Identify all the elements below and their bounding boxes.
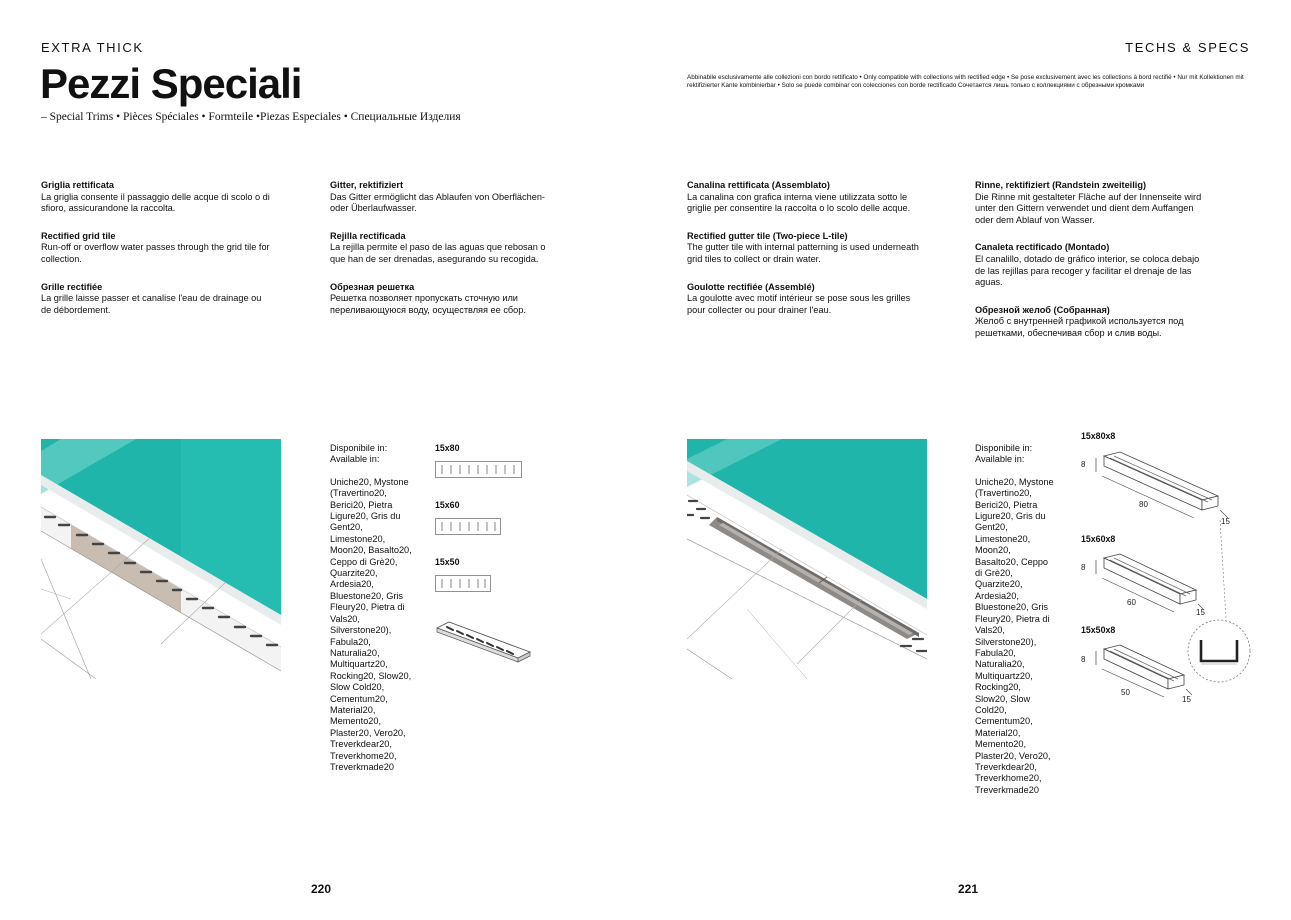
desc-fr: Grille rectifiée La grille laisse passer et canalise l'eau de drainage ou de débordement. (41, 281, 262, 315)
page-number-right: 221 (958, 882, 979, 896)
desc-es: Canaleta rectificado (Montado) El canalillo, dotado de gráfico interior, se coloca debajo de las rejillas para recoger y facilitar el drenaje de las aguas. (975, 242, 1200, 288)
desc-it: Griglia rettificata La griglia consente il passaggio delle acque di scolo o di sfioro, assicurandone la raccolta. (41, 180, 270, 214)
gutter-description-col1 (687, 180, 919, 332)
desc-en: Rectified grid tile Run-off or overflow water passes through the grid tile for collection. (41, 230, 270, 264)
gutter-60-isometric-icon (1092, 550, 1208, 614)
gutter-height-dim: 8 (1081, 460, 1086, 469)
desc-de: Rinne, rektifiziert (Randstein zweiteilig) Die Rinne mit gestalteter Fläche auf der Innenseite wird unter den Gittern verwendet und dient dem Auffangen oder dem Ablauf von Wasser. (975, 180, 1202, 225)
gutter-width-dim: 15 (1196, 608, 1205, 617)
right-kicker: TECHS & SPECS (1125, 40, 1250, 55)
available-label-it: Disponibile in: (975, 443, 1033, 453)
gutter-description-col2 (975, 180, 1207, 356)
desc-de: Gitter, rektifiziert Das Gitter ermöglicht das Ablaufen von Oberflächen- oder Überlaufwasser. (330, 180, 545, 214)
desc-ru: Обрезной желоб (Собранная) Желоб с внутренней графикой используется под решетками, обеспечивая сбор и слив воды. (975, 304, 1184, 338)
gutter-80-isometric-icon (1092, 448, 1232, 522)
gutter-availability (975, 443, 1055, 796)
page-subtitle: – Special Trims • Pièces Spéciales • Formteile •Piezas Especiales • Специальные Изделия (41, 111, 461, 123)
gutter-size-label: 15x60x8 (1081, 534, 1116, 544)
grid-availability (330, 443, 420, 773)
grid-tile-60-icon (435, 518, 503, 536)
grid-tile-80-icon (435, 461, 523, 479)
grid-size-label: 15x60 (435, 500, 460, 510)
desc-ru: Обрезная решетка Решетка позволяет пропускать сточную или переливающуюся воду, осуществляя ее сбор. (330, 281, 526, 315)
gutter-width-dim: 15 (1182, 695, 1191, 704)
gutter-length-dim: 50 (1121, 688, 1130, 697)
page-number-left: 220 (311, 882, 332, 896)
gutter-height-dim: 8 (1081, 655, 1086, 664)
gutter-size-label: 15x50x8 (1081, 625, 1116, 635)
grid-tile-isometric-icon (435, 618, 533, 670)
grid-size-label: 15x80 (435, 443, 460, 453)
collection-list: Uniche20, Mystone (Travertino20, Berici20, Pietra Ligure20, Gris du Gent20, Limestone20, Moon20, Basalto20, Ceppo di Grè20, Quarzite20, Ardesia20, Bluestone20, Gris Fleury20, Pietra di Vals20, Silverstone20), Fabula20, Naturalia20, Multiquartz20, Rocking20, Slow20, Slow Cold20, Cementum20, Material20, Memento20, Plaster20, Vero20, Treverkdear20, Treverkhome20, Treverkmade20 (975, 476, 1054, 795)
compatibility-notice: Abbinabile esclusivamente alle collezioni con bordo rettificato • Only compatible with collections with rectified edge • Se pose exclusivement avec les collections à bord rectifié • Nur mit Kollektionen mit rektifizierter Kante kombinierbar • Solo se puede combinar con colecciones con borde rectificado Сочетается лишь только с коллекциями с обрезными кромками (687, 74, 1244, 90)
collection-list: Uniche20, Mystone (Travertino20, Berici20, Pietra Ligure20, Gris du Gent20, Limestone20, Moon20, Basalto20, Ceppo di Grè20, Quarzite20, Ardesia20, Bluestone20, Gris Fleury20, Pietra di Vals20, Silverstone20), Fabula20, Naturalia20, Multiquartz20, Rocking20, Slow20, Slow Cold20, Cementum20, Material20, Memento20, Plaster20, Vero20, Treverkdear20, Treverkhome20, Treverkmade20 (330, 476, 412, 772)
desc-es: Rejilla rectificada La rejilla permite el paso de las aguas que rebosan o que han de ser drenadas, asegurando su recogida. (330, 230, 546, 264)
grid-size-label: 15x50 (435, 557, 460, 567)
grid-tile-pool-illustration (41, 439, 281, 679)
gutter-profile-detail-icon (1186, 618, 1252, 684)
grid-tile-50-icon (435, 575, 493, 593)
available-label-it: Disponibile in: (330, 443, 388, 453)
gutter-width-dim: 15 (1221, 517, 1230, 526)
desc-en: Rectified gutter tile (Two-piece L-tile) The gutter tile with internal patterning is used underneath grid tiles to collect or drain water. (687, 230, 919, 264)
grid-description-col1 (41, 180, 273, 332)
grid-description-col2 (330, 180, 562, 332)
available-label-en: Available in: (330, 454, 380, 465)
desc-fr: Goulotte rectifiée (Assemblé) La goulotte avec motif intérieur se pose sous les grilles pour collecter ou pour drainer l'eau. (687, 281, 911, 315)
page-title: Pezzi Speciali (40, 60, 302, 107)
gutter-size-label: 15x80x8 (1081, 431, 1116, 441)
left-kicker: EXTRA THICK (41, 40, 144, 55)
gutter-height-dim: 8 (1081, 563, 1086, 572)
gutter-50-isometric-icon (1092, 641, 1196, 701)
desc-it: Canalina rettificata (Assemblato) La canalina con grafica interna viene utilizzata sotto le griglie per consentire la raccolta o lo scolo delle acque. (687, 180, 911, 214)
gutter-pool-illustration (687, 439, 927, 679)
detail-leader-line (1212, 520, 1232, 620)
gutter-length-dim: 60 (1127, 598, 1136, 607)
gutter-length-dim: 80 (1139, 500, 1148, 509)
available-label-en: Available in: (975, 454, 1025, 465)
